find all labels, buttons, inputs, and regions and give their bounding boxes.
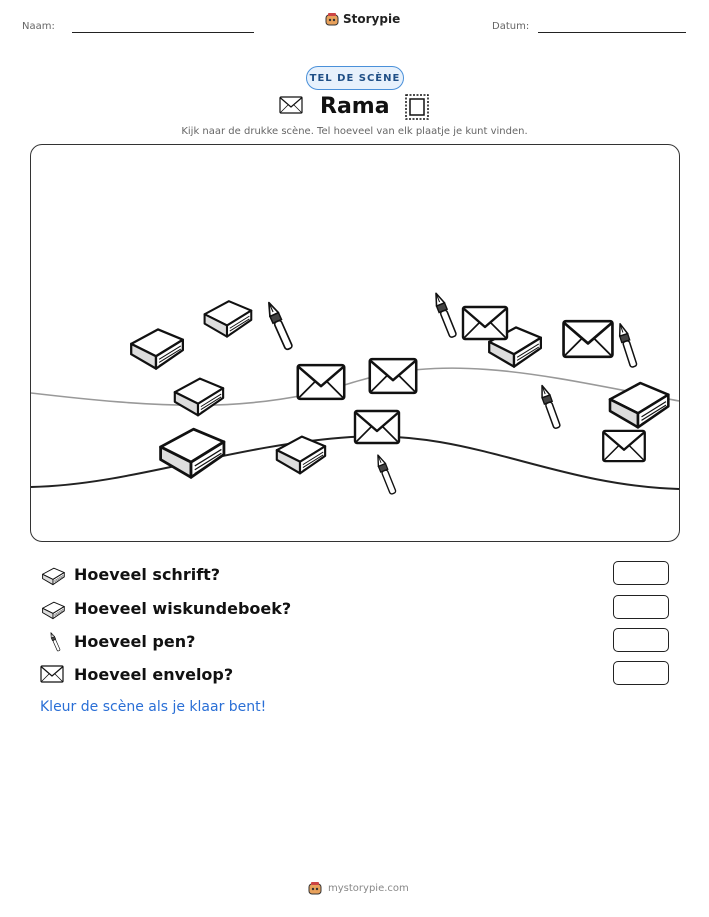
instructions: Kijk naar de drukke scène. Tel hoeveel van elk plaatje je kunt vinden. — [181, 126, 528, 137]
envelope-icon — [279, 96, 303, 114]
question-row — [40, 630, 680, 656]
book — [277, 437, 325, 474]
answer-box[interactable] — [613, 561, 669, 585]
activity-tag: TEL DE SCÈNE — [306, 66, 404, 90]
book — [175, 379, 223, 416]
envelope — [355, 411, 399, 443]
foreground-hill-line — [31, 436, 679, 489]
envelope — [370, 359, 416, 393]
question-text: Hoeveel schrift? — [74, 565, 221, 584]
name-line[interactable] — [72, 32, 254, 33]
page-title: Rama — [320, 94, 390, 119]
site-url: mystorypie.com — [328, 882, 409, 894]
question-row — [40, 563, 680, 589]
counting-scene[interactable] — [30, 144, 680, 542]
brand — [325, 12, 400, 26]
answer-box[interactable] — [613, 595, 669, 619]
notebook-icon — [40, 565, 66, 589]
question-text: Hoeveel pen? — [74, 632, 196, 651]
book — [161, 429, 224, 477]
stamp-icon — [404, 93, 430, 121]
background-hill-line — [31, 368, 679, 405]
name-label: Naam: — [22, 21, 55, 32]
envelope — [603, 431, 645, 461]
book — [131, 329, 183, 368]
footer-brand — [308, 881, 409, 895]
pen — [616, 323, 638, 368]
envelope-icon — [40, 665, 66, 689]
question-text: Hoeveel wiskundeboek? — [74, 599, 292, 618]
answer-box[interactable] — [613, 661, 669, 685]
question-text: Hoeveel envelop? — [74, 665, 234, 684]
envelope — [564, 321, 613, 357]
brand-name: Storypie — [343, 12, 401, 26]
book — [205, 301, 252, 336]
envelope — [463, 307, 507, 339]
pen — [374, 454, 397, 495]
scene-illustration — [31, 145, 679, 541]
question-row — [40, 597, 680, 623]
date-line[interactable] — [538, 32, 686, 33]
pen — [538, 384, 561, 429]
pen-icon — [42, 632, 68, 656]
pen — [432, 292, 458, 339]
date-label: Datum: — [492, 21, 530, 32]
coloring-note: Kleur de scène als je klaar bent! — [40, 699, 267, 715]
storypie-logo-icon — [308, 881, 322, 895]
envelope — [298, 365, 344, 399]
pen — [265, 301, 294, 351]
question-row — [40, 663, 680, 689]
answer-box[interactable] — [613, 628, 669, 652]
math-book-icon — [40, 599, 66, 623]
storypie-logo-icon — [325, 12, 339, 26]
